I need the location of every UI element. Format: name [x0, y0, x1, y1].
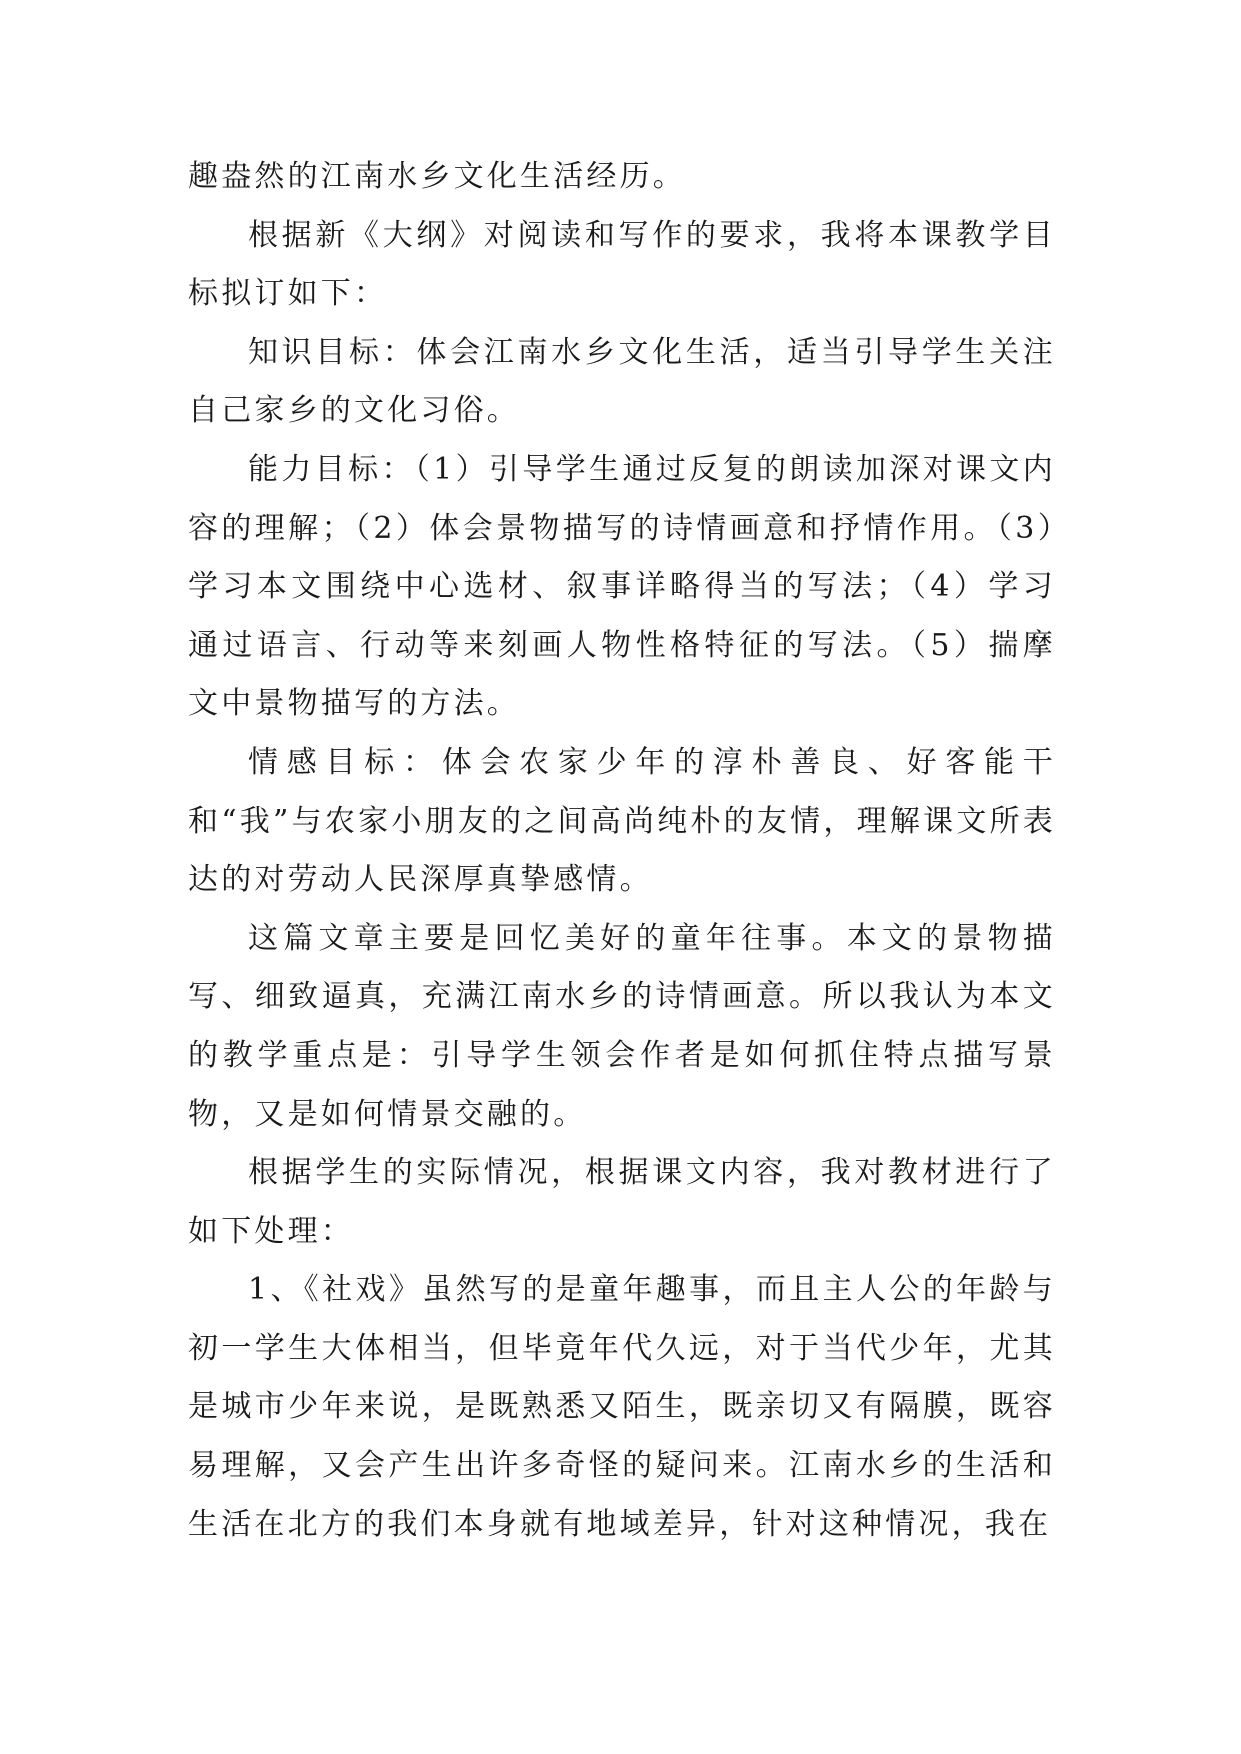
paragraph-7: 根据学生的实际情况，根据课文内容，我对教材进行了如下处理：: [188, 1155, 1056, 1249]
paragraph-5: 情感目标：体会农家少年的淳朴善良、好客能干和“我”与农家小朋友的之间高尚纯朴的友情，理解课文所表达的对劳动人民深厚真挚感情。: [188, 744, 1056, 898]
document-body: [188, 148, 1056, 1554]
paragraph-8: 1、《社戏》虽然写的是童年趣事，而且主人公的年龄与初一学生大体相当，但毕竟年代久远，对于当代少年，尤其是城市少年来说，是既熟悉又陌生，既亲切又有隔膜，既容易理解，又会产生出许多奇怪的疑问来。江南水乡的生活和生活在北方的我们本身就有地域差异，针对这种情况，我在: [188, 1272, 1056, 1542]
paragraph-1: 趣盎然的江南水乡文化生活经历。: [188, 159, 686, 194]
paragraph-6: 这篇文章主要是回忆美好的童年往事。本文的景物描写、细致逼真，充满江南水乡的诗情画意。所以我认为本文的教学重点是：引导学生领会作者是如何抓住特点描写景物，又是如何情景交融的。: [188, 920, 1056, 1132]
paragraph-3: 知识目标：体会江南水乡文化生活，适当引导学生关注自己家乡的文化习俗。: [188, 334, 1056, 429]
paragraph-2: 根据新《大纲》对阅读和写作的要求，我将本课教学目标拟订如下：: [188, 217, 1056, 312]
paragraph-4: 能力目标：（1）引导学生通过反复的朗读加深对课文内容的理解；（2）体会景物描写的诗情画意和抒情作用。（3）学习本文围绕中心选材、叙事详略得当的写法；（4）学习通过语言、行动等来刻画人物性格特征的写法。（5）揣摩文中景物描写的方法。: [188, 451, 1056, 722]
